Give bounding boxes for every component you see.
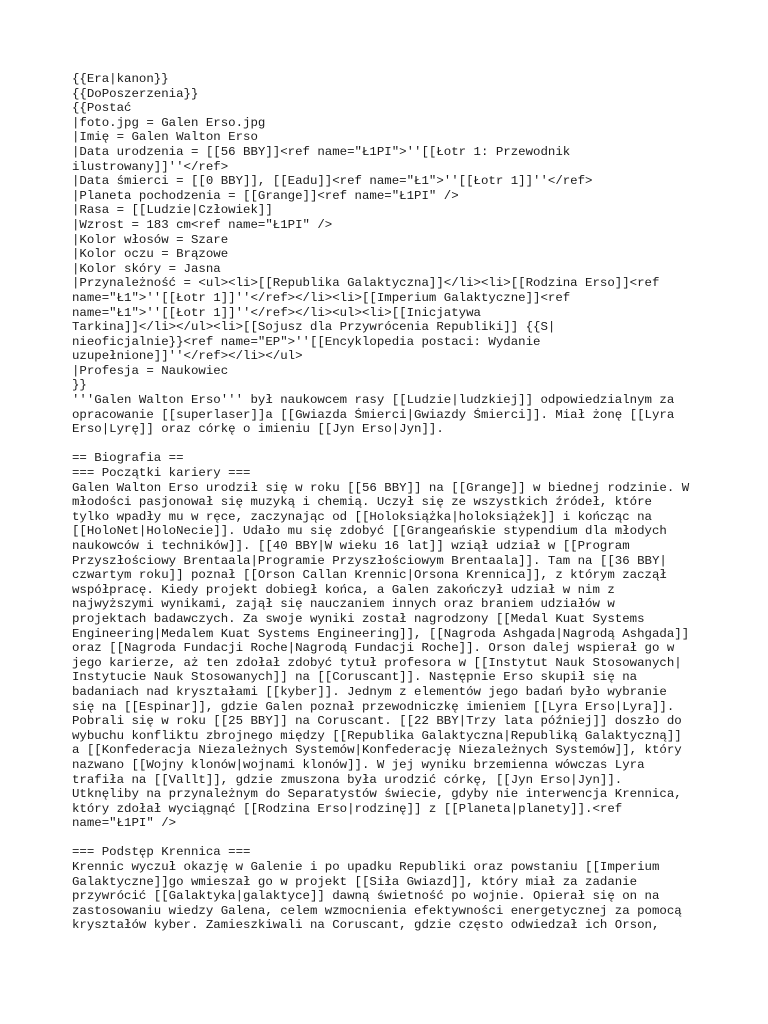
text-line: Tarkina]]</li></ul><li>[[Sojusz dla Przywrócenia Republiki]] {{S| — [72, 320, 556, 335]
text-line: |Data śmierci = [[0 BBY]], [[Eadu]]<ref name="Ł1">''[[Łotr 1]]''</ref> — [72, 174, 593, 189]
text-line: opracowanie [[superlaser]]a [[Gwiazda Śmierci|Gwiazdy Śmierci]]. Miał żonę [[Lyra — [72, 407, 675, 422]
text-line: ilustrowany]]''</ref> — [72, 159, 229, 174]
text-line: Krennic wyczuł okazję w Galenie i po upadku Republiki oraz powstaniu [[Imperium — [72, 860, 660, 875]
text-line: |Imię = Galen Walton Erso — [72, 130, 258, 145]
text-line: nieoficjalnie}}<ref name="EP">''[[Encyklopedia postaci: Wydanie — [72, 334, 541, 349]
text-line: |Wzrost = 183 cm<ref name="Ł1PI" /> — [72, 217, 333, 232]
text-line: {{DoPoszerzenia}} — [72, 86, 199, 101]
text-line: młodości pasjonował się muzyką i chemią. Uczył się ze wszystkich źródeł, które — [72, 495, 652, 510]
text-line: uzupełnione]]''</ref></li></ul> — [72, 349, 303, 364]
text-line: przywrócić [[Galaktyka|galaktyce]] dawną świetność po wojnie. Opierał się on na — [72, 889, 660, 904]
text-line: |Kolor oczu = Brązowe — [72, 247, 229, 262]
text-line: a [[Konfederacja Niezależnych Systemów|Konfederację Niezależnych Systemów]], który — [72, 743, 682, 758]
text-line: name="Ł1">''[[Łotr 1]]''</ref></li><li>[[Imperium Galaktyczne]]<ref — [72, 290, 571, 305]
text-line: {{Era|kanon}} — [72, 72, 169, 86]
text-line: |Data urodzenia = [[56 BBY]]<ref name="Ł1PI">''[[Łotr 1: Przewodnik — [72, 144, 571, 159]
text-line: czwartym roku]] poznał [[Orson Callan Krennic|Orsona Krennica]], z którym zaczął — [72, 568, 667, 583]
text-line: |Planeta pochodzenia = [[Grange]]<ref name="Ł1PI" /> — [72, 188, 459, 203]
text-line: się na [[Espinar]], gdzie Galen poznał przewodniczkę imieniem [[Lyra Erso|Lyra]]. — [72, 699, 675, 714]
text-line: wybuchu konfliktu zbrojnego między [[Republika Galaktyczna|Republiką Galaktyczną]] — [72, 728, 682, 743]
text-line: współpracę. Kiedy projekt dobiegł końca, a Galen zakończył udział w nim z — [72, 582, 615, 597]
text-line: [[HoloNet|HoloNecie]]. Udało mu się zdobyć [[Grangeańskie stypendium dla młodych — [72, 524, 667, 539]
text-line: === Podstęp Krennica === — [72, 845, 251, 860]
text-line: Przyszłościowy Brentaala|Programie Przyszłościowym Brentaala]]. Tam na [[36 BBY| — [72, 553, 667, 568]
text-line: kryształów kyber. Zamieszkiwali na Coruscant, gdzie często odwiedzał ich Orson, — [72, 918, 660, 933]
text-line: Erso|Lyrę]] oraz córkę o imieniu [[Jyn Erso|Jyn]]. — [72, 422, 444, 437]
text-line: }} — [72, 378, 87, 393]
text-line: === Początki kariery === — [72, 466, 251, 481]
text-line: |Rasa = [[Ludzie|Człowiek]] — [72, 203, 273, 218]
text-line — [72, 437, 712, 452]
text-line: tylko wpadły mu w ręce, zaczynając od [[Holoksiążka|holoksiążek]] i kończąc na — [72, 509, 652, 524]
text-line: {{Postać — [72, 101, 132, 116]
text-line: najwyższymi wynikami, zajął się nauczaniem innych oraz braniem udziałów w — [72, 597, 615, 612]
text-line: trafiła na [[Vallt]], gdzie zmuszona była urodzić córkę, [[Jyn Erso|Jyn]]. — [72, 772, 623, 787]
text-line: badaniach nad kryształami [[kyber]]. Jednym z elementów jego badań było wybranie — [72, 684, 667, 699]
text-line: Utknęliby na przynależnym do Separatystów świecie, gdyby nie interwencja Krennica, — [72, 787, 682, 802]
text-line: Galen Walton Erso urodził się w roku [[56 BBY]] na [[Grange]] w biednej rodzinie. W — [72, 480, 690, 495]
text-line: jego karierze, aż ten zdołał zdobyć tytuł profesora w [[Instytut Nauk Stosowanych| — [72, 655, 682, 670]
text-line: |Kolor skóry = Jasna — [72, 261, 221, 276]
text-line: oraz [[Nagroda Fundacji Roche|Nagrodą Fundacji Roche]]. Orson dalej wspierał go w — [72, 641, 675, 656]
text-line: nazwano [[Wojny klonów|wojnami klonów]]. W jej wyniku brzemienna wówczas Lyra — [72, 757, 645, 772]
text-line: name="Ł1">''[[Łotr 1]]''</ref></li><ul><li>[[Inicjatywa — [72, 305, 481, 320]
text-line: Instytucie Nauk Stosowanych]] na [[Coruscant]]. Następnie Erso skupił się na — [72, 670, 638, 685]
text-line: == Biografia == — [72, 451, 184, 466]
text-line: |Kolor włosów = Szare — [72, 232, 229, 247]
text-line — [72, 831, 712, 846]
text-line: zastosowaniu wiedzy Galena, celem wzmocnienia efektywności energetycznej za pomocą — [72, 903, 682, 918]
text-line: naukowców i techników]]. [[40 BBY|W wieku 16 lat]] wziął udział w [[Program — [72, 539, 630, 553]
text-line: |Profesja = Naukowiec — [72, 363, 229, 378]
text-line: |foto.jpg = Galen Erso.jpg — [72, 115, 266, 130]
text-line: projektach badawczych. Za swoje wyniki został nagrodzony [[Medal Kuat Systems — [72, 611, 645, 626]
text-line: name="Ł1PI" /> — [72, 816, 177, 831]
text-line: Pobrali się w roku [[25 BBY]] na Coruscant. [[22 BBY|Trzy lata później]] doszło do — [72, 714, 682, 729]
wikitext-document — [72, 72, 712, 933]
text-line: |Przynależność = <ul><li>[[Republika Galaktyczna]]</li><li>[[Rodzina Erso]]<ref — [72, 276, 660, 291]
text-line: który zdołał wyciągnąć [[Rodzina Erso|rodzinę]] z [[Planeta|planety]].<ref — [72, 801, 623, 816]
text-line: Engineering|Medalem Kuat Systems Engineering]], [[Nagroda Ashgada|Nagrodą Ashgada]] — [72, 626, 690, 641]
text-line: Galaktyczne]]go wmieszał go w projekt [[Siła Gwiazd]], który miał za zadanie — [72, 874, 638, 889]
text-line: '''Galen Walton Erso''' był naukowcem rasy [[Ludzie|ludzkiej]] odpowiedzialnym za — [72, 393, 675, 408]
